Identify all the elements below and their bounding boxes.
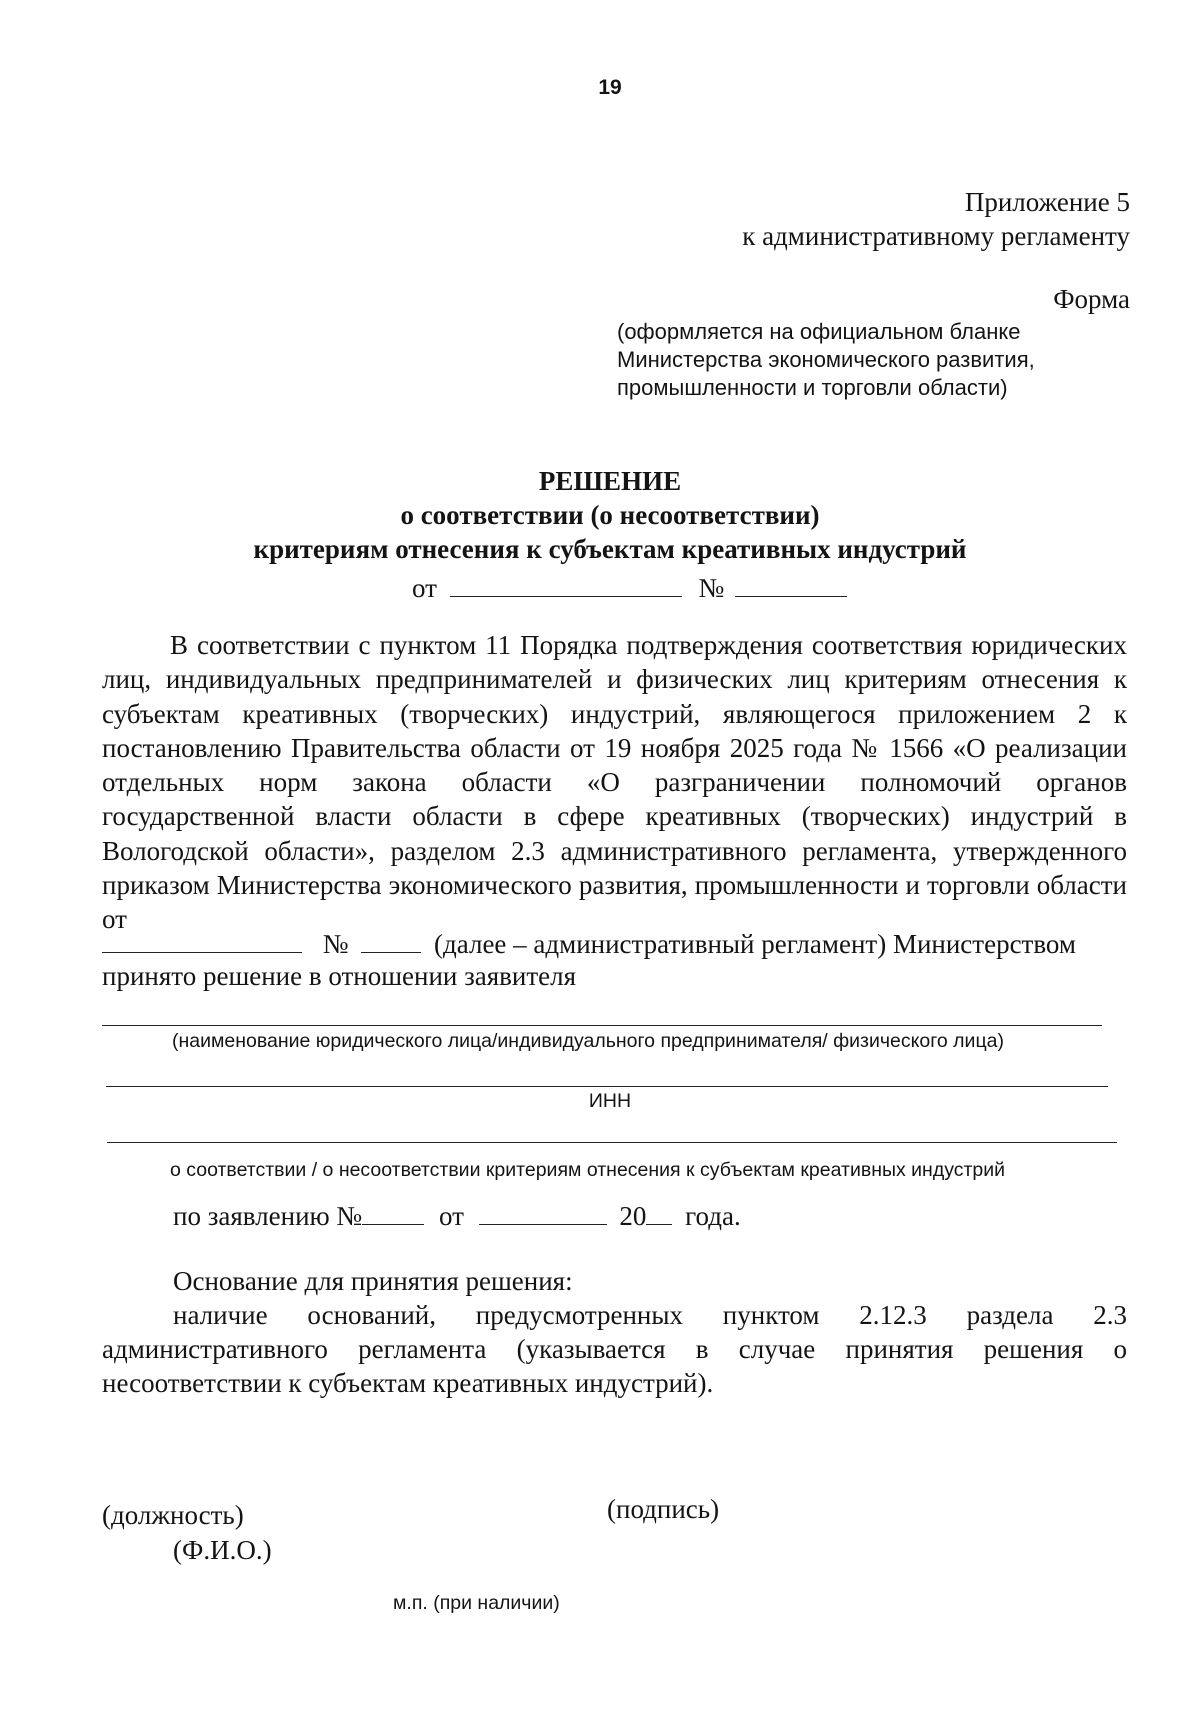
date-from-label: от [412,573,437,603]
applicant-data-line [106,1086,1108,1087]
number-blank [735,572,847,597]
applicant-name-line [102,1025,1102,1026]
application-line [173,1200,741,1232]
application-date-blank [479,1200,607,1225]
number-label: № [698,573,725,603]
stamp-place-label: м.п. (при наличии) [393,1592,560,1614]
application-from-label: от [438,1201,464,1231]
inn-caption: ИНН [588,1090,632,1112]
decision-caption: о соответствии / о несоответствии критериям отнесения к субъектам креативных индустрий [170,1159,1006,1181]
body-last-line: принято решение в отношении заявителя [102,961,577,991]
title-line-3: критериям отнесения к субъектам креативных индустрий [253,534,967,564]
application-year-prefix: 20 [619,1201,647,1231]
date-number-line [412,572,847,604]
basis-heading: Основание для принятия решения: [173,1266,573,1296]
decision-line [107,1142,1117,1143]
title-line-2: о соответствии (о несоответствии) [400,500,820,530]
order-number-label: № [322,929,349,959]
basis-text: наличие оснований, предусмотренных пунктом 2.12.3 раздела 2.3 административного регламента (указывается в случае принятия решения о несоответствии к субъектам креативных индустрий). [102,1300,1127,1398]
form-note: (оформляется на официальном бланке Министерства экономического развития, промышленности и торговли области) [617,319,1035,400]
applicant-caption: (наименование юридического лица/индивидуального предпринимателя/ физического лица) [172,1030,1004,1052]
form-label: Форма [1053,284,1130,314]
full-name-label: (Ф.И.О.) [173,1535,272,1565]
signature-label: (подпись) [607,1494,720,1524]
body-paragraph: В соответствии с пунктом 11 Порядка подтверждения соответствия юридических лиц, индивидуальных предпринимателей и физических лиц критериям отнесения к субъектам креативных (творческих) индустрий, являющегося приложением 2 к постановлению Правительства области от 19 ноября 2025 года № 1566 «О реализации отдельных норм закона области «О разграничении полномочий органов государственной власти области в сфере креативных (творческих) индустрий в Вологодской области», разделом 2.3 административного регламента, утвержденного приказом Министерства экономического развития, промышленности и торговли области от [102,630,1127,935]
page-number: 19 [598,76,622,99]
application-year-blank [646,1200,672,1225]
application-number-label: по заявлению № [173,1201,363,1231]
date-blank [450,572,682,597]
position-label: (должность) [102,1500,244,1530]
order-number-blank [361,928,421,953]
document-title: РЕШЕНИЕ [538,466,682,496]
application-number-blank [362,1200,424,1225]
appendix-line-2: к административному регламенту [742,221,1130,251]
application-year-suffix: года. [685,1201,741,1231]
body-continuation [102,928,1076,960]
appendix-line-1: Приложение 5 [964,187,1130,217]
body-continuation-text: (далее – административный регламент) Министерством [434,929,1076,959]
order-date-blank [102,928,302,953]
